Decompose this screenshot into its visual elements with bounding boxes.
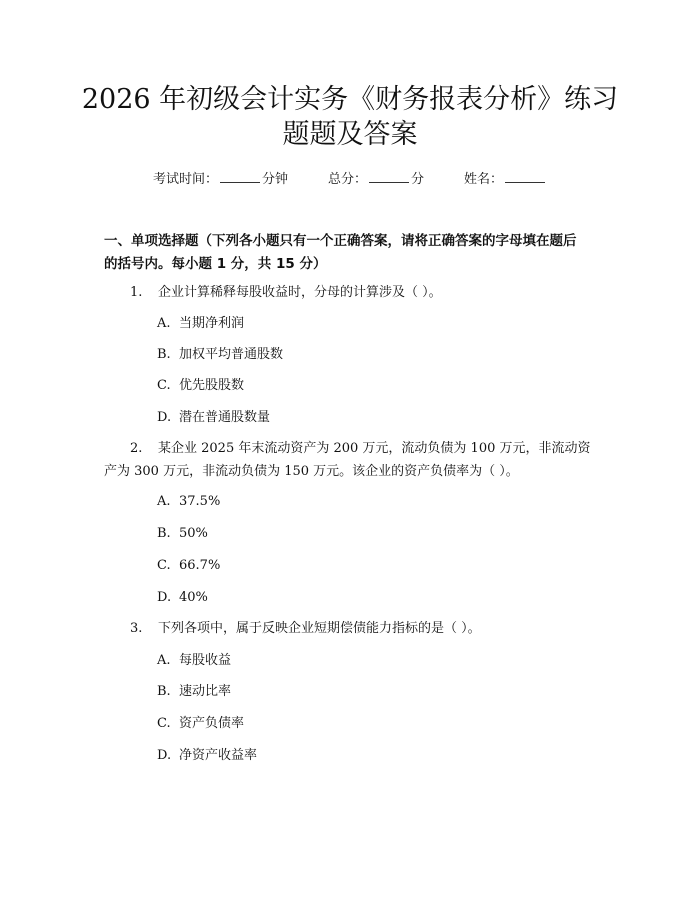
- option-letter: D.: [157, 410, 172, 425]
- exam-time-label: 考试时间：: [152, 172, 218, 187]
- option-text: 净资产收益率: [179, 748, 258, 763]
- option-letter: D.: [157, 590, 172, 605]
- option-text: 加权平均普通股数: [179, 347, 284, 362]
- exam-time-field: [153, 168, 288, 190]
- option-letter: C.: [157, 716, 171, 731]
- question-text-line2: 产为 300 万元，非流动负债为 150 万元。该企业的资产负债率为（ ）。: [104, 464, 519, 479]
- question-text: 下列各项中，属于反映企业短期偿债能力指标的是（ ）。: [158, 621, 481, 636]
- question-2-option-d: [157, 588, 208, 608]
- option-letter: A.: [157, 653, 171, 668]
- exam-info: [0, 168, 700, 190]
- question-2: [104, 437, 598, 461]
- question-1: [104, 281, 598, 305]
- option-letter: C.: [157, 378, 171, 393]
- total-score-unit: 分: [411, 172, 425, 187]
- option-letter: B.: [157, 526, 171, 541]
- question-2-continuation: [104, 460, 598, 484]
- name-blank: [505, 168, 545, 183]
- option-text: 40%: [179, 590, 208, 605]
- question-3-option-d: [157, 746, 257, 766]
- question-number: 1.: [130, 285, 143, 300]
- option-text: 37.5%: [179, 494, 221, 509]
- option-text: 优先股股数: [179, 378, 245, 393]
- exam-time-unit: 分钟: [261, 172, 288, 187]
- option-text: 每股收益: [179, 653, 232, 668]
- option-text: 50%: [179, 526, 208, 541]
- name-label: 姓名：: [464, 172, 504, 187]
- option-letter: C.: [157, 558, 171, 573]
- question-text-line1: 某企业 2025 年末流动资产为 200 万元，流动负债为 100 万元，非流动资: [158, 441, 591, 456]
- question-1-option-a: [157, 314, 244, 334]
- option-letter: D.: [157, 748, 172, 763]
- option-text: 当期净利润: [179, 316, 245, 331]
- option-letter: A.: [157, 316, 171, 331]
- total-score-blank: [369, 168, 409, 183]
- question-3-option-c: [157, 714, 244, 734]
- question-1-option-d: [157, 408, 270, 428]
- option-letter: B.: [157, 684, 171, 699]
- section-heading-line1: 一、单项选择题（下列各小题只有一个正确答案，请将正确答案的字母填在题后: [104, 233, 577, 249]
- question-number: 3.: [130, 621, 143, 636]
- question-2-option-c: [157, 556, 220, 576]
- option-text: 潜在普通股数量: [179, 410, 271, 425]
- option-text: 66.7%: [179, 558, 221, 573]
- question-2-option-b: [157, 524, 208, 544]
- question-text: 企业计算稀释每股收益时，分母的计算涉及（ ）。: [158, 285, 442, 300]
- option-letter: B.: [157, 347, 171, 362]
- document-title-line2: 题题及答案: [282, 119, 418, 150]
- section-heading-line2: 的括号内。每小题 1 分，共 15 分）: [104, 256, 327, 272]
- total-score-field: [328, 168, 424, 190]
- exam-time-blank: [220, 168, 260, 183]
- option-text: 资产负债率: [179, 716, 245, 731]
- question-1-option-b: [157, 345, 283, 365]
- question-1-option-c: [157, 376, 244, 396]
- option-letter: A.: [157, 494, 171, 509]
- question-2-option-a: [157, 492, 220, 512]
- question-number: 2.: [130, 441, 143, 456]
- total-score-label: 总分：: [327, 172, 367, 187]
- name-field: [464, 168, 547, 190]
- document-title-line1: 2026 年初级会计实务《财务报表分析》练习: [81, 84, 619, 115]
- question-3-option-a: [157, 651, 231, 671]
- option-text: 速动比率: [179, 684, 232, 699]
- question-3: [104, 617, 598, 641]
- question-3-option-b: [157, 682, 231, 702]
